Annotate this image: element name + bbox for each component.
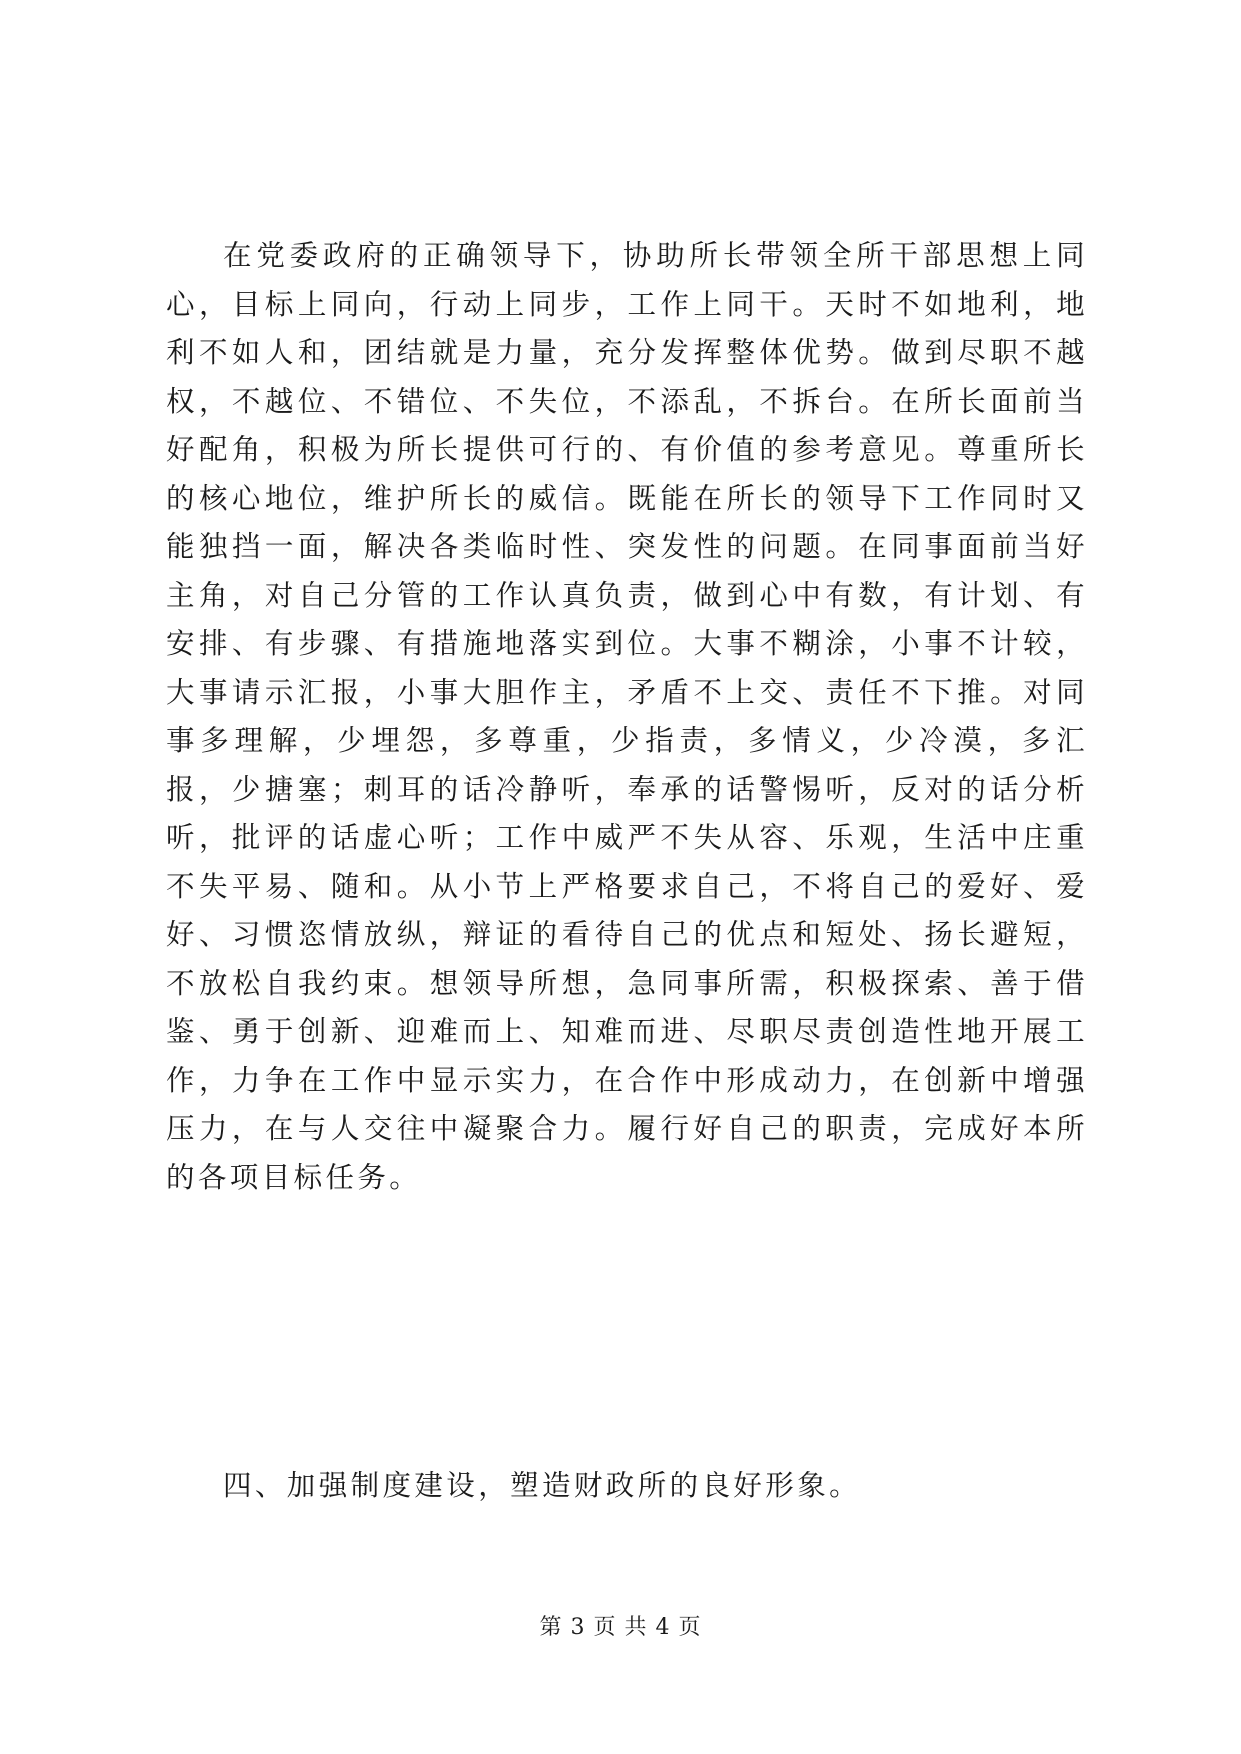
page-number-label: 第 3 页 共 4 页 [539, 1615, 702, 1640]
document-body [166, 232, 1088, 1202]
page-footer [0, 1613, 1241, 1643]
section-heading: 四、加强制度建设，塑造财政所的良好形象。 [223, 1469, 862, 1502]
body-paragraph: 在党委政府的正确领导下，协助所长带领全所干部思想上同心，目标上同向，行动上同步，工作上同干。天时不如地利，地利不如人和，团结就是力量，充分发挥整体优势。做到尽职不越权，不越位、不错位、不失位，不添乱，不拆台。在所长面前当好配角，积极为所长提供可行的、有价值的参考意见。尊重所长的核心地位，维护所长的威信。既能在所长的领导下工作同时又能独挡一面，解决各类临时性、突发性的问题。在同事面前当好主角，对自己分管的工作认真负责，做到心中有数，有计划、有安排、有步骤、有措施地落实到位。大事不糊涂，小事不计较，大事请示汇报，小事大胆作主，矛盾不上交、责任不下推。对同事多理解，少埋怨，多尊重，少指责，多情义，少冷漠，多汇报，少搪塞；刺耳的话冷静听，奉承的话警惕听，反对的话分析听，批评的话虚心听；工作中威严不失从容、乐观，生活中庄重不失平易、随和。从小节上严格要求自己，不将自己的爱好、爱好、习惯恣情放纵，辩证的看待自己的优点和短处、扬长避短，不放松自我约束。想领导所想，急同事所需，积极探索、善于借鉴、勇于创新、迎难而上、知难而进、尽职尽责创造性地开展工作，力争在工作中显示实力，在合作中形成动力，在创新中增强压力，在与人交往中凝聚合力。履行好自己的职责，完成好本所的各项目标任务。 [166, 239, 1088, 1194]
